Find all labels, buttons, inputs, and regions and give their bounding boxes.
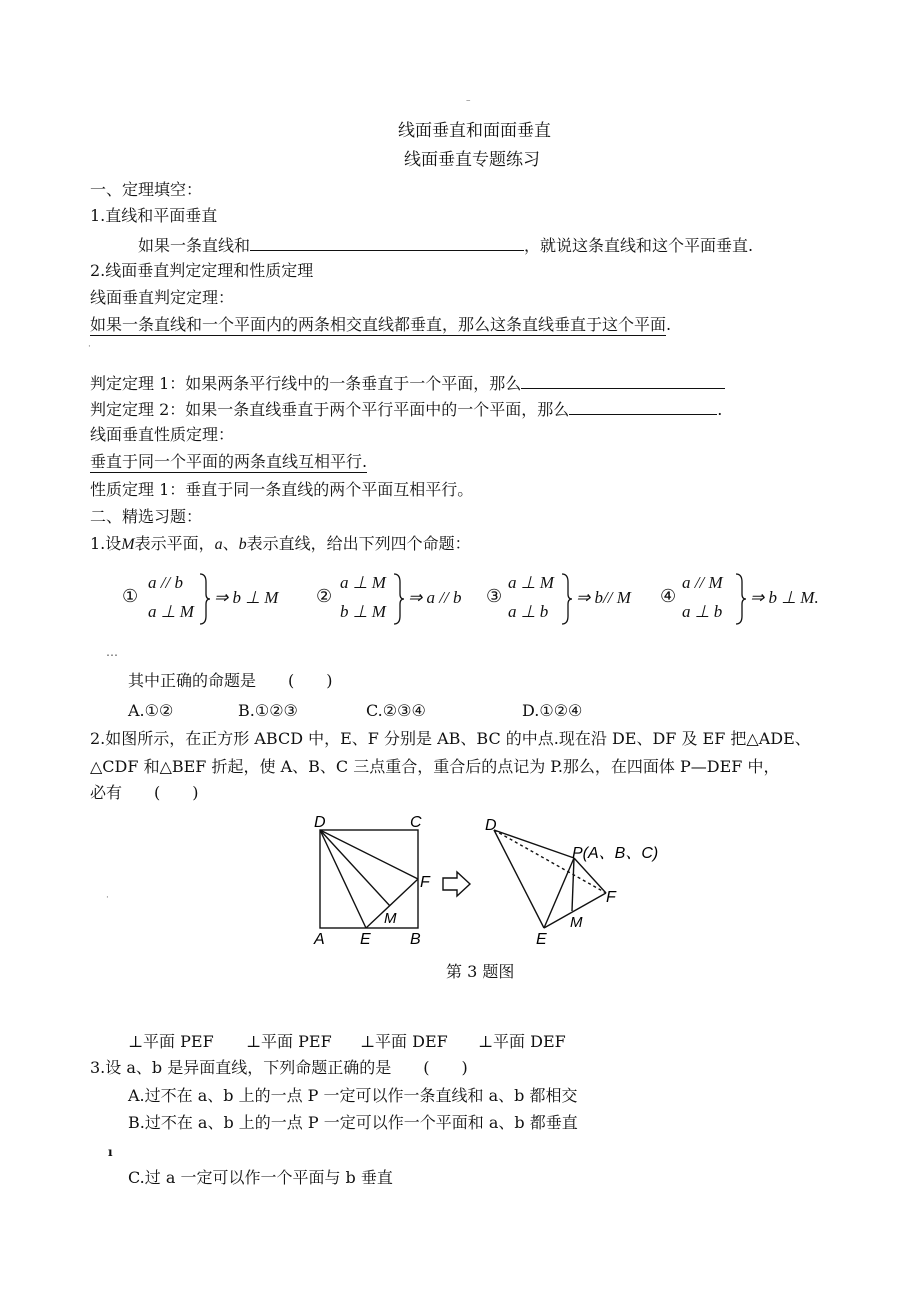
q1-option-c[interactable]: C.②③④: [366, 701, 426, 720]
prop3-brace: [560, 572, 574, 626]
page-title: 线面垂直和面面垂直: [398, 121, 551, 141]
q1-stem-M: M: [121, 536, 135, 553]
label-left-f: F: [420, 874, 430, 891]
q1-stem-end: 表示直线，给出下列四个命题：: [246, 534, 471, 553]
theorem1: [90, 371, 725, 394]
prop2-top: a ⊥ M: [340, 573, 386, 592]
prop4-brace: [734, 572, 748, 626]
prop1-bottom: a ⊥ M: [148, 602, 194, 621]
label-left-a: A: [314, 931, 325, 948]
prop2-result: ⇒ a // b: [408, 588, 462, 607]
q1-stem-b: 表示平面，: [134, 534, 215, 553]
q1-stem: [90, 534, 471, 555]
label-left-b: B: [410, 931, 421, 948]
q3-option-a[interactable]: A.过不在 a、b 上的一点 P 一定可以作一条直线和 a、b 都相交: [128, 1086, 578, 1105]
q1-option-a[interactable]: A.①②: [128, 701, 174, 720]
q1-stem-sep: 、: [222, 534, 239, 553]
q1-option-d[interactable]: D.①②④: [522, 701, 583, 720]
property-theorem1: 性质定理 1：垂直于同一条直线的两个平面互相平行。: [90, 480, 474, 499]
segment-de: [320, 830, 366, 928]
theorem1-blank[interactable]: [521, 371, 725, 389]
theorem2-text: 判定定理 2：如果一条直线垂直于两个平行平面中的一个平面，那么: [90, 400, 570, 419]
prop4-top: a // M: [682, 573, 723, 592]
judge-theorem-label: 线面垂直判定定理：: [90, 288, 235, 307]
square-abcd: [320, 830, 418, 928]
prop1-num: ①: [122, 586, 139, 607]
prop3-result: ⇒ b// M: [576, 588, 631, 607]
property-label: 线面垂直性质定理：: [90, 425, 235, 444]
prop4-bottom: a ⊥ b: [682, 602, 723, 621]
q1-option-b[interactable]: B.①②③: [238, 701, 298, 720]
fold-arrow-icon: [443, 872, 470, 896]
square-diagram: [320, 830, 418, 928]
judge-theorem-text: [90, 315, 671, 335]
stray-mark: ı: [108, 1145, 113, 1159]
header-mark: –: [466, 96, 471, 106]
prop3-bottom: a ⊥ b: [508, 602, 549, 621]
q1-stem-b-var: b: [238, 536, 247, 553]
section-exercises-heading: 二、精选习题：: [90, 507, 203, 526]
q3-stem: 3.设 a、b 是异面直线，下列命题正确的是 ( ): [90, 1058, 468, 1077]
label-left-e: E: [360, 931, 371, 948]
q2-option-b[interactable]: ⊥平面 PEF: [246, 1032, 332, 1051]
judge-theorem-end: .: [666, 315, 672, 334]
item1-suffix: ，就说这条直线和这个平面垂直.: [524, 236, 754, 255]
item1-prefix: 如果一条直线和: [138, 236, 251, 255]
prop2-num: ②: [316, 586, 333, 607]
prop4-result: ⇒ b ⊥ M.: [750, 588, 819, 607]
q1-stem-a-var: a: [214, 536, 223, 553]
theorem2: [90, 397, 722, 420]
label-right-d: D: [485, 817, 497, 834]
property-underlined: 垂直于同一个平面的两条直线互相平行.: [90, 452, 368, 471]
prop3-num: ③: [486, 586, 503, 607]
label-right-e: E: [536, 931, 547, 948]
q1-question: 其中正确的命题是 ( ): [128, 671, 333, 690]
prop3-top: a ⊥ M: [508, 573, 554, 592]
q3-option-b[interactable]: B.过不在 a、b 上的一点 P 一定可以作一个平面和 a、b 都垂直: [128, 1113, 578, 1132]
item1-heading: 1.直线和平面垂直: [90, 206, 218, 225]
prop2-brace: [392, 572, 406, 626]
item1-statement: [138, 233, 753, 256]
q3-option-c[interactable]: C.过 a 一定可以作一个平面与 b 垂直: [128, 1168, 393, 1187]
prop2-bottom: b ⊥ M: [340, 602, 386, 621]
segment-df: [320, 830, 418, 879]
q2-option-a[interactable]: ⊥平面 PEF: [128, 1032, 214, 1051]
prop1-result: ⇒ b ⊥ M: [214, 588, 279, 607]
page-subtitle: 线面垂直专题练习: [404, 150, 540, 170]
label-right-m: M: [570, 914, 583, 931]
q1-stem-a: 1.设: [90, 534, 122, 553]
theorem2-end: .: [717, 400, 723, 419]
fold-figure: [300, 810, 660, 955]
label-right-f: F: [606, 889, 616, 906]
stray-dot: ·: [88, 342, 91, 352]
q2-line2: △CDF 和△BEF 折起，使 A、B、C 三点重合，重合后的点记为 P.那么，在四面体 P—DEF 中，: [90, 757, 780, 776]
judge-theorem-underlined: 如果一条直线和一个平面内的两条相交直线都垂直，那么这条直线垂直于这个平面: [90, 315, 667, 334]
label-right-p: P(A、B、C): [572, 845, 659, 862]
prop1-top: a // b: [148, 573, 183, 592]
theorem2-blank[interactable]: [569, 397, 717, 415]
q2-option-c[interactable]: ⊥平面 DEF: [360, 1032, 448, 1051]
label-left-d: D: [314, 814, 326, 831]
property-text: [90, 452, 367, 472]
q2-option-d[interactable]: ⊥平面 DEF: [478, 1032, 566, 1051]
section-theorems-heading: 一、定理填空：: [90, 180, 203, 199]
edge-pm: [572, 858, 574, 911]
figure-caption: 第 3 题图: [446, 962, 515, 981]
label-left-c: C: [410, 814, 422, 831]
segment-dm: [320, 830, 390, 906]
edge-pf: [574, 858, 606, 893]
prop1-brace: [198, 572, 212, 626]
q2-line1: 2.如图所示，在正方形 ABCD 中，E、F 分别是 AB、BC 的中点.现在沿 DE、DF 及 EF 把△ADE、: [90, 729, 811, 748]
q1-options: [128, 701, 582, 721]
item2-heading: 2.线面垂直判定定理和性质定理: [90, 261, 314, 280]
label-left-m: M: [384, 910, 397, 927]
ellipsis: …: [106, 645, 118, 659]
theorem1-text: 判定定理 1：如果两条平行线中的一条垂直于一个平面，那么: [90, 374, 522, 393]
item1-blank[interactable]: [250, 233, 524, 251]
q2-options: [128, 1032, 566, 1052]
q2-line3: 必有 ( ): [90, 783, 199, 802]
prop4-num: ④: [660, 586, 677, 607]
stray-dot-2: ·: [106, 893, 109, 903]
